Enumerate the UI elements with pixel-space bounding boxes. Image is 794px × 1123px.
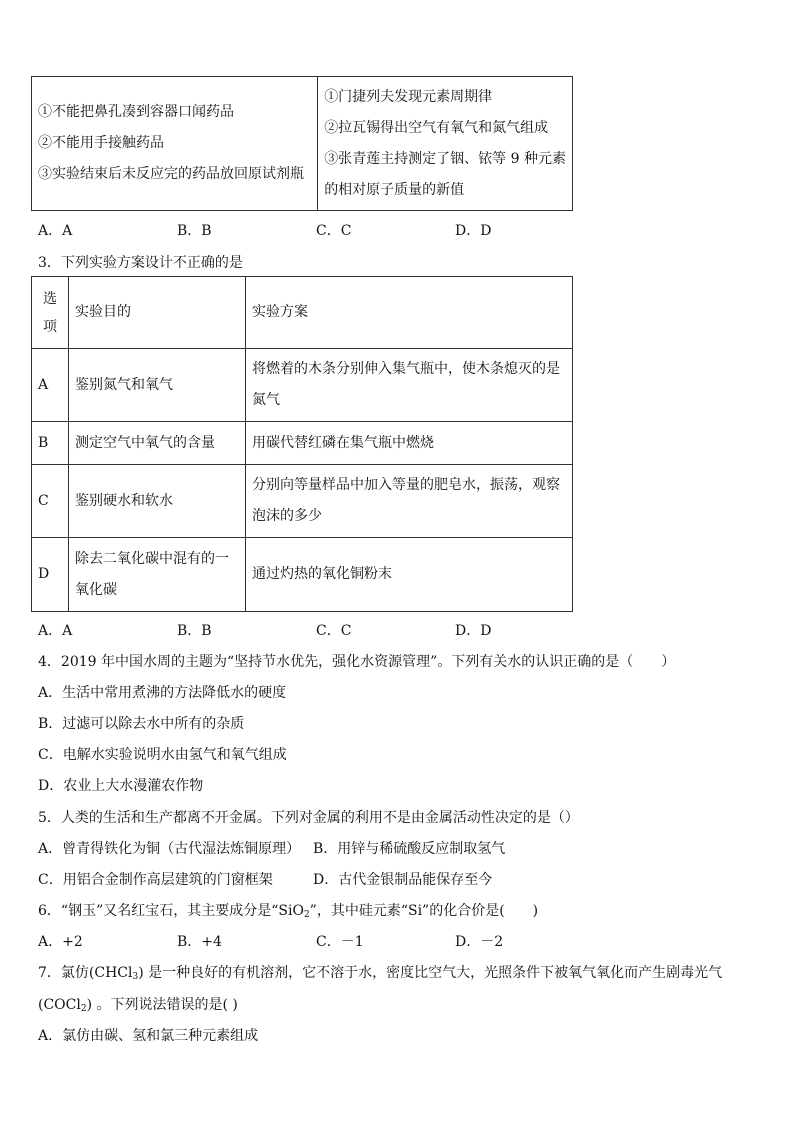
q2-right-line: ②拉瓦锡得出空气有氧气和氮气组成 bbox=[324, 119, 549, 136]
q2-option-a[interactable]: A．A bbox=[38, 223, 73, 239]
q4-stem: 4．2019 年中国水周的主题为“坚持节水优先，强化水资源管理”。下列有关水的认识正确的是（ ） bbox=[38, 654, 676, 670]
q2-right-line: ③张青莲主持测定了铟、铱等 9 种元素 bbox=[324, 150, 566, 167]
q3-row-plan: 将燃着的木条分别伸入集气瓶中，使木条熄灭的是 氮气 bbox=[246, 349, 573, 422]
q5-option-a[interactable]: A．曾青得铁化为铜（古代湿法炼铜原理） bbox=[38, 841, 301, 857]
q3-option-b[interactable]: B．B bbox=[177, 623, 212, 639]
q3-row-option: C bbox=[32, 465, 69, 538]
q2-option-c[interactable]: C．C bbox=[316, 223, 352, 239]
q7-stem-line1: 7．氯仿(CHCl$_3$) 是一种良好的有机溶剂，它不溶于水，密度比空气大，光照条件下被氧气氧化而产生剧毒光气 bbox=[38, 965, 723, 982]
q3-option-c[interactable]: C．C bbox=[316, 623, 352, 639]
q6-option-c[interactable]: C．－1 bbox=[316, 934, 364, 950]
q3-row-option: B bbox=[32, 422, 69, 465]
q3-stem: 3．下列实验方案设计不正确的是 bbox=[38, 255, 243, 271]
q3-option-a[interactable]: A．A bbox=[38, 623, 73, 639]
q3-header-option: 选 项 bbox=[32, 277, 69, 349]
q6-options bbox=[38, 931, 503, 951]
q2-option-b[interactable]: B．B bbox=[177, 223, 212, 239]
q2-right-cell bbox=[318, 77, 573, 211]
q6-stem: 6．“钢玉”又名红宝石，其主要成分是“SiO$_2$”，其中硅元素“Si”的化合价是( ) bbox=[38, 903, 539, 920]
q3-header-goal: 实验目的 bbox=[69, 277, 246, 349]
q5-option-c[interactable]: C．用铝合金制作高层建筑的门窗框架 bbox=[38, 872, 273, 888]
q2-options bbox=[38, 220, 491, 240]
q2-left-line: ①不能把鼻孔凑到容器口闻药品 bbox=[38, 104, 234, 120]
q3-row-option: A bbox=[32, 349, 69, 422]
q2-right-line: 的相对原子质量的新值 bbox=[324, 181, 465, 198]
q2-table bbox=[31, 76, 573, 211]
q6-option-b[interactable]: B．+4 bbox=[177, 934, 222, 950]
q4-option-a[interactable]: A．生活中常用煮沸的方法降低水的硬度 bbox=[38, 685, 287, 701]
q3-table bbox=[31, 276, 573, 612]
q3-row-goal: 鉴别氮气和氧气 bbox=[69, 349, 246, 422]
q3-options bbox=[38, 620, 491, 640]
q6-option-a[interactable]: A．+2 bbox=[38, 934, 83, 950]
q3-row-option: D bbox=[32, 538, 69, 612]
q3-option-d[interactable]: D．D bbox=[455, 623, 492, 639]
q5-option-b[interactable]: B．用锌与稀硫酸反应制取氢气 bbox=[313, 841, 506, 857]
q3-row-plan: 用碳代替红磷在集气瓶中燃烧 bbox=[246, 422, 573, 465]
q3-row-goal: 除去二氧化碳中混有的一 氧化碳 bbox=[69, 538, 246, 612]
q3-row-plan: 分别向等量样品中加入等量的肥皂水，振荡，观察 泡沫的多少 bbox=[246, 465, 573, 538]
q4-option-d[interactable]: D．农业上大水漫灌农作物 bbox=[38, 778, 204, 794]
q2-left-cell bbox=[32, 77, 318, 211]
q5-stem: 5．人类的生活和生产都离不开金属。下列对金属的利用不是由金属活动性决定的是（） bbox=[38, 810, 579, 826]
q7-option-a[interactable]: A．氯仿由碳、氢和氯三种元素组成 bbox=[38, 1028, 259, 1044]
q6-option-d[interactable]: D．－2 bbox=[455, 934, 504, 950]
q2-option-d[interactable]: D．D bbox=[455, 223, 492, 239]
q3-row-goal: 鉴别硬水和软水 bbox=[69, 465, 246, 538]
q2-left-line: ③实验结束后未反应完的药品放回原试剂瓶 bbox=[38, 166, 304, 182]
q4-option-c[interactable]: C．电解水实验说明水由氢气和氧气组成 bbox=[38, 747, 287, 763]
q2-right-line: ①门捷列夫发现元素周期律 bbox=[324, 88, 493, 105]
q7-stem-line2: (COCl$_2$) 。下列说法错误的是( ) bbox=[38, 997, 238, 1014]
q5-option-d[interactable]: D．古代金银制品能保存至今 bbox=[313, 872, 493, 888]
q3-row-goal: 测定空气中氧气的含量 bbox=[69, 422, 246, 465]
q3-row-plan: 通过灼热的氧化铜粉末 bbox=[246, 538, 573, 612]
q4-option-b[interactable]: B．过滤可以除去水中所有的杂质 bbox=[38, 716, 245, 732]
q3-header-plan: 实验方案 bbox=[246, 277, 573, 349]
q2-left-line: ②不能用手接触药品 bbox=[38, 135, 164, 151]
